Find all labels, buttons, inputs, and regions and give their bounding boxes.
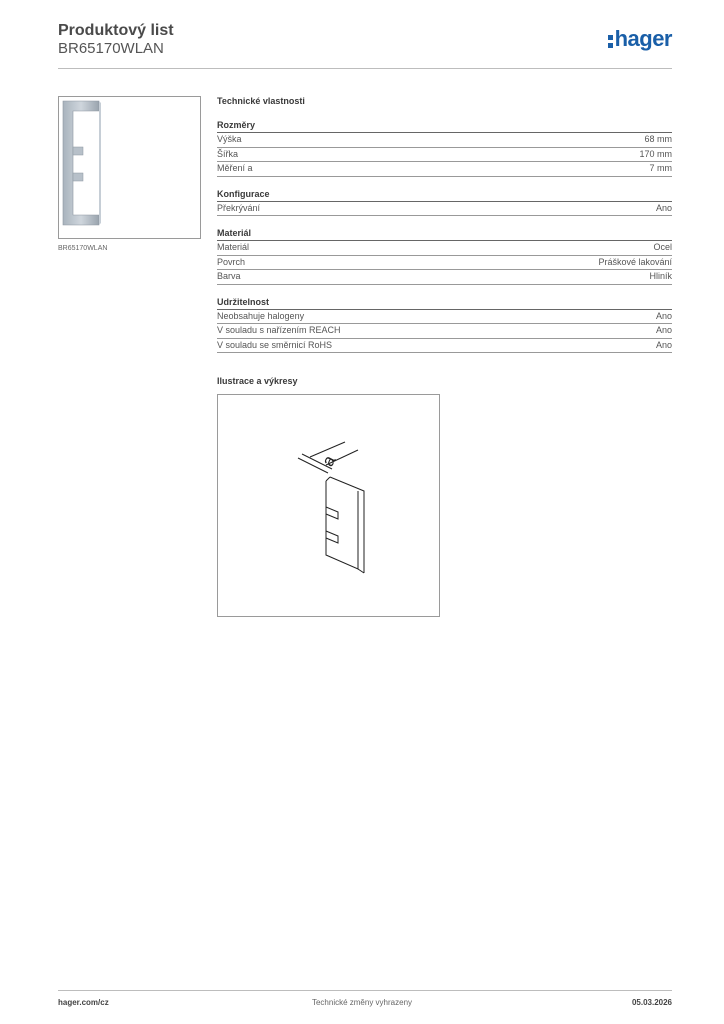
cable-duct-cover-icon xyxy=(59,97,200,238)
dimension-label: a xyxy=(318,452,340,470)
spec-row xyxy=(217,324,672,339)
spec-value: 68 mm xyxy=(644,134,672,144)
spec-value: Práškové lakování xyxy=(598,256,672,267)
logo-colon-icon xyxy=(608,35,613,48)
spec-value: Ocel xyxy=(653,242,672,252)
footer-disclaimer: Technické změny vyhrazeny xyxy=(311,998,413,1007)
technical-specs xyxy=(217,96,672,353)
spec-row xyxy=(217,310,672,325)
spec-label: Překrývání xyxy=(217,202,261,213)
footer-divider xyxy=(58,990,672,991)
footer-date: 05.03.2026 xyxy=(631,998,672,1007)
hager-logo[interactable] xyxy=(608,28,672,50)
logo-text: hager xyxy=(614,26,672,51)
spec-group-configuration xyxy=(217,189,672,217)
spec-label: V souladu se směrnicí RoHS xyxy=(217,339,333,350)
spec-value: 170 mm xyxy=(639,148,672,159)
footer-website-link[interactable]: hager.com/cz xyxy=(58,998,109,1007)
technical-drawing xyxy=(217,394,440,617)
spec-row xyxy=(217,202,672,217)
spec-label: Barva xyxy=(217,271,241,281)
document-title: Produktový list xyxy=(58,22,174,39)
spec-group-title: Udržitelnost xyxy=(217,297,672,310)
spec-row xyxy=(217,339,672,354)
spec-row xyxy=(217,133,672,148)
spec-label: Měření a xyxy=(217,163,253,173)
spec-value: Ano xyxy=(655,202,672,213)
spec-group-sustainability xyxy=(217,297,672,354)
spec-group-title: Rozměry xyxy=(217,120,672,133)
spec-row xyxy=(217,162,672,177)
spec-group-title: Materiál xyxy=(217,228,672,241)
spec-label: Neobsahuje halogeny xyxy=(217,310,305,321)
spec-label: Materiál xyxy=(217,242,250,252)
spec-row xyxy=(217,256,672,271)
product-code: BR65170WLAN xyxy=(58,40,164,57)
spec-label: Povrch xyxy=(217,256,246,267)
spec-group-material xyxy=(217,228,672,285)
spec-value: Ano xyxy=(655,310,672,321)
spec-group-dimensions xyxy=(217,120,672,177)
spec-row xyxy=(217,148,672,163)
product-image xyxy=(58,96,201,239)
product-image-caption: BR65170WLAN xyxy=(58,245,108,252)
specs-heading: Technické vlastnosti xyxy=(217,96,305,106)
spec-value: Hliník xyxy=(649,271,672,281)
profile-drawing-icon xyxy=(218,395,439,616)
header-divider xyxy=(58,68,672,69)
spec-value: 7 mm xyxy=(649,163,672,173)
illustrations-heading: Ilustrace a výkresy xyxy=(217,376,298,386)
spec-label: Výška xyxy=(217,134,242,144)
spec-row xyxy=(217,241,672,256)
spec-row xyxy=(217,270,672,285)
page-header xyxy=(58,22,672,70)
spec-value: Ano xyxy=(655,325,672,335)
spec-label: Šířka xyxy=(217,148,239,159)
spec-value: Ano xyxy=(655,339,672,350)
spec-group-title: Konfigurace xyxy=(217,189,672,202)
spec-label: V souladu s nařízením REACH xyxy=(217,325,341,335)
